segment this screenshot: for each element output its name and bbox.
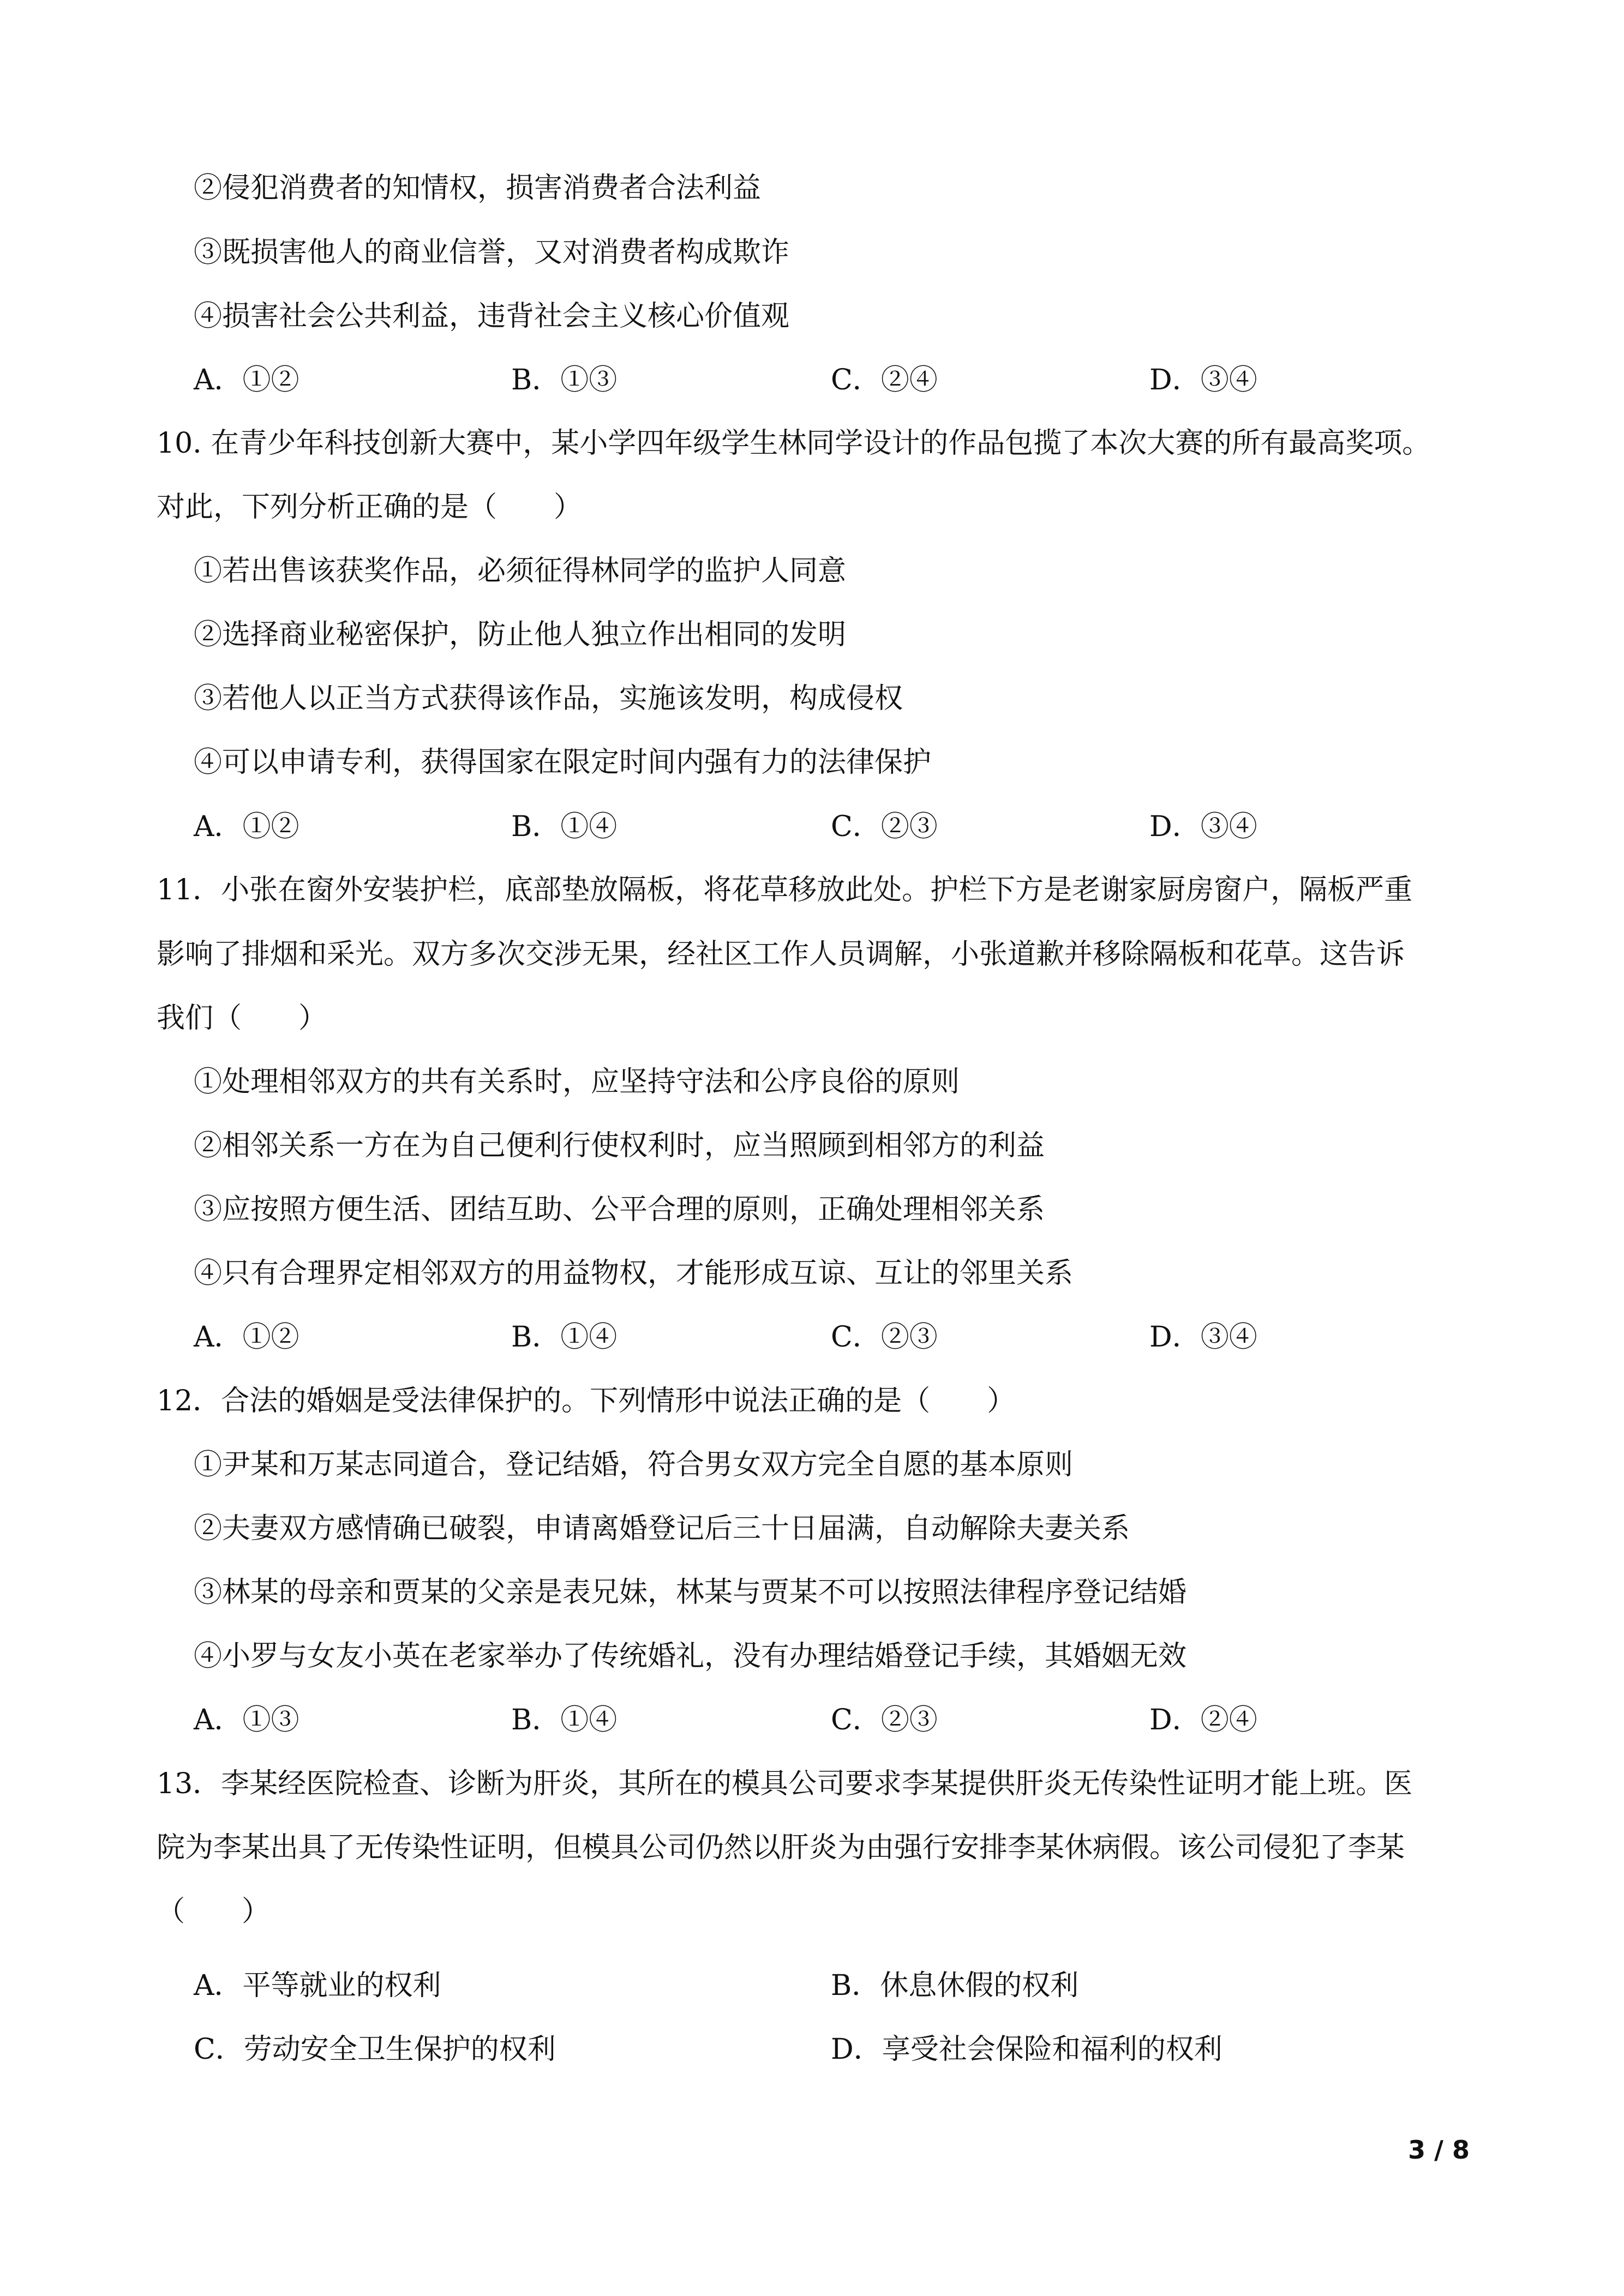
q10-option-c[interactable]: C．②③	[831, 810, 938, 843]
q9-statement-4: ④损害社会公共利益，违背社会主义核心价值观	[194, 300, 790, 333]
q10-statement-2: ②选择商业秘密保护，防止他人独立作出相同的发明	[194, 618, 847, 651]
q12-option-d[interactable]: D．②④	[1149, 1704, 1257, 1736]
q12-options	[0, 1698, 1624, 1742]
q11-stem-line-1: 11．小张在窗外安装护栏，底部垫放隔板，将花草移放此处。护栏下方是老谢家厨房窗户，隔板严重	[157, 874, 1413, 906]
q12-option-b[interactable]: B．①④	[511, 1704, 618, 1736]
q12-statement-1: ①尹某和万某志同道合，登记结婚，符合男女双方完全自愿的基本原则	[194, 1448, 1074, 1481]
q13-option-d[interactable]: D．享受社会保险和福利的权利	[831, 2033, 1223, 2066]
q11-statement-4: ④只有合理界定相邻双方的用益物权，才能形成互谅、互让的邻里关系	[194, 1257, 1074, 1290]
q11-stem-line-2: 影响了排烟和采光。双方多次交涉无果，经社区工作人员调解，小张道歉并移除隔板和花草。这告诉	[157, 938, 1405, 971]
page-number: 3 / 8	[1408, 2135, 1470, 2165]
q13-option-c[interactable]: C．劳动安全卫生保护的权利	[194, 2033, 556, 2066]
q13-option-a[interactable]: A．平等就业的权利	[194, 1969, 441, 2002]
q11-option-b[interactable]: B．①④	[511, 1321, 618, 1354]
q11-statement-3: ③应按照方便生活、团结互助、公平合理的原则，正确处理相邻关系	[194, 1193, 1045, 1226]
q12-option-c[interactable]: C．②③	[831, 1704, 938, 1736]
q11-stem-line-3: 我们（ ）	[157, 1002, 327, 1035]
q10-statement-1: ①若出售该获奖作品，必须征得林同学的监护人同意	[194, 555, 847, 587]
q10-option-d[interactable]: D．③④	[1149, 810, 1257, 843]
q9-statement-3: ③既损害他人的商业信誉，又对消费者构成欺诈	[194, 236, 790, 269]
q13-stem-line-2: 院为李某出具了无传染性证明，但模具公司仍然以肝炎为由强行安排李某休病假。该公司侵犯了李某	[157, 1831, 1405, 1864]
q12-statement-2: ②夫妻双方感情确已破裂，申请离婚登记后三十日届满，自动解除夫妻关系	[194, 1512, 1130, 1545]
q12-statement-3: ③林某的母亲和贾某的父亲是表兄妹，林某与贾某不可以按照法律程序登记结婚	[194, 1576, 1187, 1609]
q12-stem-line-1: 12．合法的婚姻是受法律保护的。下列情形中说法正确的是（ ）	[157, 1385, 1016, 1417]
q11-option-a[interactable]: A．①②	[194, 1321, 299, 1354]
q11-statement-1: ①处理相邻双方的共有关系时，应坚持守法和公序良俗的原则	[194, 1066, 960, 1098]
q13-stem-line-3: （ ）	[157, 1895, 271, 1928]
q10-stem-line-1: 10. 在青少年科技创新大赛中，某小学四年级学生林同学设计的作品包揽了本次大赛的所有最高奖项。	[157, 427, 1431, 460]
q13-option-b[interactable]: B．休息休假的权利	[831, 1969, 1079, 2002]
q9-option-d[interactable]: D．③④	[1149, 364, 1257, 396]
q10-statement-3: ③若他人以正当方式获得该作品，实施该发明，构成侵权	[194, 682, 903, 715]
q9-options	[0, 358, 1624, 402]
q12-statement-4: ④小罗与女友小英在老家举办了传统婚礼，没有办理结婚登记手续，其婚姻无效	[194, 1640, 1187, 1673]
q10-statement-4: ④可以申请专利，获得国家在限定时间内强有力的法律保护	[194, 746, 932, 779]
q9-option-a[interactable]: A．①②	[194, 364, 299, 396]
q9-statement-2: ②侵犯消费者的知情权，损害消费者合法利益	[194, 172, 762, 205]
q13-options-row-1	[0, 1964, 1624, 2008]
q10-option-b[interactable]: B．①④	[511, 810, 618, 843]
q11-statement-2: ②相邻关系一方在为自己便利行使权利时，应当照顾到相邻方的利益	[194, 1129, 1045, 1162]
q11-options	[0, 1315, 1624, 1359]
q13-options-row-2	[0, 2028, 1624, 2071]
q9-option-b[interactable]: B．①③	[511, 364, 618, 396]
q12-option-a[interactable]: A．①③	[194, 1704, 299, 1736]
q11-option-d[interactable]: D．③④	[1149, 1321, 1257, 1354]
q10-option-a[interactable]: A．①②	[194, 810, 299, 843]
q11-option-c[interactable]: C．②③	[831, 1321, 938, 1354]
q9-option-c[interactable]: C．②④	[831, 364, 938, 396]
q10-options	[0, 805, 1624, 849]
q10-stem-line-2: 对此，下列分析正确的是（ ）	[157, 491, 583, 524]
q13-stem-line-1: 13．李某经医院检查、诊断为肝炎，其所在的模具公司要求李某提供肝炎无传染性证明才能上班。医	[157, 1768, 1413, 1800]
